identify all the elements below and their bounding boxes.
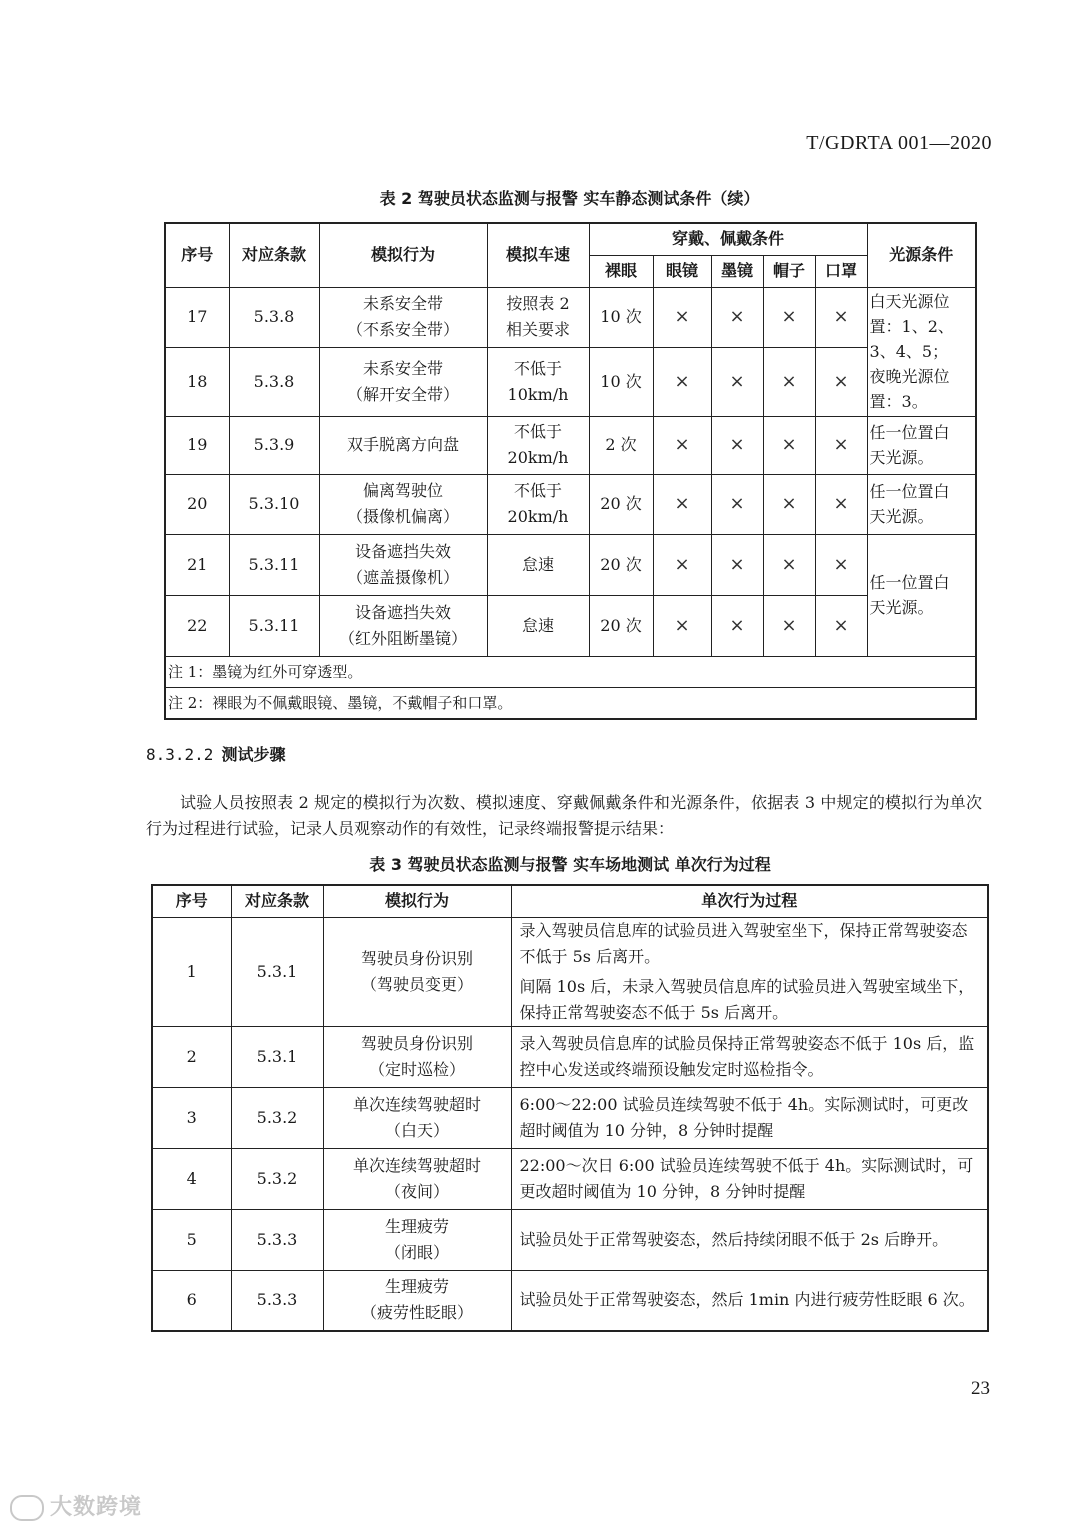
cell-clause: 5.3.8 (229, 347, 319, 416)
th-behavior: 模拟行为 (319, 223, 487, 287)
cell-hat: × (763, 534, 815, 595)
section-heading (146, 742, 285, 765)
watermark-text: 大数跨境 (50, 1495, 143, 1520)
th-light: 光源条件 (867, 223, 976, 287)
cell-times: 20 次 (589, 474, 653, 534)
cell-mask: × (815, 347, 867, 416)
th-wear-group: 穿戴、佩戴条件 (589, 223, 867, 255)
cell-glasses: × (653, 474, 711, 534)
table3-header-row (152, 885, 988, 917)
cell-seq: 19 (165, 416, 229, 474)
cell-light-17-18: 白天光源位 置：1、2、 3、4、5； 夜晚光源位 置：3。 (867, 287, 976, 416)
cell-sunglasses: × (711, 287, 763, 347)
cell-speed: 按照表 2 相关要求 (487, 287, 589, 347)
table-row (165, 416, 976, 474)
cell-speed: 不低于 20km/h (487, 416, 589, 474)
cell-behavior: 双手脱离方向盘 (319, 416, 487, 474)
cell-light-21-22: 任一位置白 天光源。 (867, 534, 976, 656)
cell-process: 录入驾驶员信息库的试验员进入驾驶室坐下，保持正常驾驶姿态不低于 5s 后离开。 间隔 10s 后，未录入驾驶员信息库的试验员进入驾驶室域坐下，保持正常驾驶姿态不低于 5s 后离开。 (511, 917, 988, 1026)
th-naked: 裸眼 (589, 255, 653, 287)
table2-caption: 表 2 驾驶员状态监测与报警 实车静态测试条件（续） (379, 189, 760, 208)
table2-note-row (165, 656, 976, 687)
cell-glasses: × (653, 416, 711, 474)
cell-light-19: 任一位置白 天光源。 (867, 416, 976, 474)
cell-seq: 21 (165, 534, 229, 595)
cell-times: 2 次 (589, 416, 653, 474)
cell-clause: 5.3.1 (231, 1026, 323, 1087)
cell-behavior: 未系安全带 （解开安全带） (319, 347, 487, 416)
cell-behavior: 驾驶员身份识别 （驾驶员变更） (323, 917, 511, 1026)
cell-glasses: × (653, 595, 711, 656)
th-hat: 帽子 (763, 255, 815, 287)
cell-times: 20 次 (589, 534, 653, 595)
table2-note-2: 注 2：裸眼为不佩戴眼镜、墨镜，不戴帽子和口罩。 (165, 687, 976, 719)
watermark (10, 1490, 142, 1521)
cell-times: 10 次 (589, 287, 653, 347)
cell-clause: 5.3.11 (229, 595, 319, 656)
table2-note-row (165, 687, 976, 719)
cell-glasses: × (653, 287, 711, 347)
table-row (152, 1087, 988, 1148)
cell-seq: 18 (165, 347, 229, 416)
table-row (152, 1148, 988, 1209)
cell-hat: × (763, 474, 815, 534)
th-clause: 对应条款 (229, 223, 319, 287)
cell-seq: 22 (165, 595, 229, 656)
table-row (165, 595, 976, 656)
th-glasses: 眼镜 (653, 255, 711, 287)
cell-clause: 5.3.2 (231, 1087, 323, 1148)
cell-seq: 2 (152, 1026, 231, 1087)
cell-process: 22:00～次日 6:00 试验员连续驾驶不低于 4h。实际测试时，可更改超时阈值为 10 分钟，8 分钟时提醒 (511, 1148, 988, 1209)
cell-seq: 4 (152, 1148, 231, 1209)
table2-note-1: 注 1：墨镜为红外可穿透型。 (165, 656, 976, 687)
cell-mask: × (815, 595, 867, 656)
section-number: 8.3.2.2 (146, 745, 214, 764)
th-speed: 模拟车速 (487, 223, 589, 287)
cell-process: 试验员处于正常驾驶姿态，然后持续闭眼不低于 2s 后睁开。 (511, 1209, 988, 1270)
cell-behavior: 单次连续驾驶超时 （夜间） (323, 1148, 511, 1209)
cell-speed: 怠速 (487, 595, 589, 656)
cell-clause: 5.3.11 (229, 534, 319, 595)
cell-clause: 5.3.3 (231, 1270, 323, 1331)
cell-times: 10 次 (589, 347, 653, 416)
cell-seq: 5 (152, 1209, 231, 1270)
cell-clause: 5.3.8 (229, 287, 319, 347)
cell-glasses: × (653, 534, 711, 595)
cell-seq: 20 (165, 474, 229, 534)
cell-behavior: 单次连续驾驶超时 （白天） (323, 1087, 511, 1148)
cell-process: 试验员处于正常驾驶姿态，然后 1min 内进行疲劳性眨眼 6 次。 (511, 1270, 988, 1331)
cell-mask: × (815, 287, 867, 347)
cell-hat: × (763, 595, 815, 656)
cell-speed: 不低于 20km/h (487, 474, 589, 534)
cell-sunglasses: × (711, 595, 763, 656)
cell-speed: 怠速 (487, 534, 589, 595)
page-number: 23 (971, 1378, 990, 1399)
table-row (152, 1270, 988, 1331)
cell-hat: × (763, 416, 815, 474)
cell-mask: × (815, 474, 867, 534)
cell-mask: × (815, 534, 867, 595)
cell-behavior: 偏离驾驶位 （摄像机偏离） (319, 474, 487, 534)
cell-process: 录入驾驶员信息库的试脸员保持正常驾驶姿态不低于 10s 后，监控中心发送或终端预设触发定时巡检指令。 (511, 1026, 988, 1087)
cell-seq: 1 (152, 917, 231, 1026)
cell-seq: 6 (152, 1270, 231, 1331)
cell-behavior: 未系安全带 （不系安全带） (319, 287, 487, 347)
cell-behavior: 生理疲劳 （疲劳性眨眼） (323, 1270, 511, 1331)
body-paragraph: 试验人员按照表 2 规定的模拟行为次数、模拟速度、穿戴佩戴条件和光源条件，依据表 3 中规定的模拟行为单次行为过程进行试验，记录人员观察动作的有效性，记录终端报警提示结果： (146, 793, 982, 838)
cell-seq: 3 (152, 1087, 231, 1148)
cell-mask: × (815, 416, 867, 474)
table-row (165, 534, 976, 595)
th-process: 单次行为过程 (511, 885, 988, 917)
cell-hat: × (763, 347, 815, 416)
table-row (165, 347, 976, 416)
cell-clause: 5.3.10 (229, 474, 319, 534)
cell-sunglasses: × (711, 474, 763, 534)
cell-sunglasses: × (711, 534, 763, 595)
th-behavior: 模拟行为 (323, 885, 511, 917)
cell-clause: 5.3.2 (231, 1148, 323, 1209)
th-seq: 序号 (165, 223, 229, 287)
cell-sunglasses: × (711, 347, 763, 416)
cell-times: 20 次 (589, 595, 653, 656)
th-seq: 序号 (152, 885, 231, 917)
cell-sunglasses: × (711, 416, 763, 474)
cell-clause: 5.3.9 (229, 416, 319, 474)
table-row (152, 1209, 988, 1270)
document-id: T/GDRTA 001—2020 (806, 132, 992, 154)
cell-seq: 17 (165, 287, 229, 347)
cell-behavior: 生理疲劳 （闭眼） (323, 1209, 511, 1270)
table3 (151, 884, 989, 1332)
th-sunglasses: 墨镜 (711, 255, 763, 287)
table-row (165, 474, 976, 534)
th-mask: 口罩 (815, 255, 867, 287)
cell-glasses: × (653, 347, 711, 416)
th-clause: 对应条款 (231, 885, 323, 917)
cell-hat: × (763, 287, 815, 347)
table-row (165, 287, 976, 347)
cell-behavior: 设备遮挡失效 （红外阻断墨镜） (319, 595, 487, 656)
cell-behavior: 驾驶员身份识别 （定时巡检） (323, 1026, 511, 1087)
table3-caption: 表 3 驾驶员状态监测与报警 实车场地测试 单次行为过程 (369, 855, 771, 874)
table-row (152, 1026, 988, 1087)
cell-speed: 不低于 10km/h (487, 347, 589, 416)
section-title: 测试步骤 (221, 745, 286, 764)
table2 (164, 222, 977, 720)
cell-clause: 5.3.1 (231, 917, 323, 1026)
cell-clause: 5.3.3 (231, 1209, 323, 1270)
cell-process: 6:00～22:00 试验员连续驾驶不低于 4h。实际测试时，可更改超时阈值为 10 分钟，8 分钟时提醒 (511, 1087, 988, 1148)
cell-light-20: 任一位置白 天光源。 (867, 474, 976, 534)
cell-behavior: 设备遮挡失效 （遮盖摄像机） (319, 534, 487, 595)
table2-header-row (165, 223, 976, 255)
table-row (152, 917, 988, 1026)
watermark-logo-icon (10, 1495, 44, 1521)
